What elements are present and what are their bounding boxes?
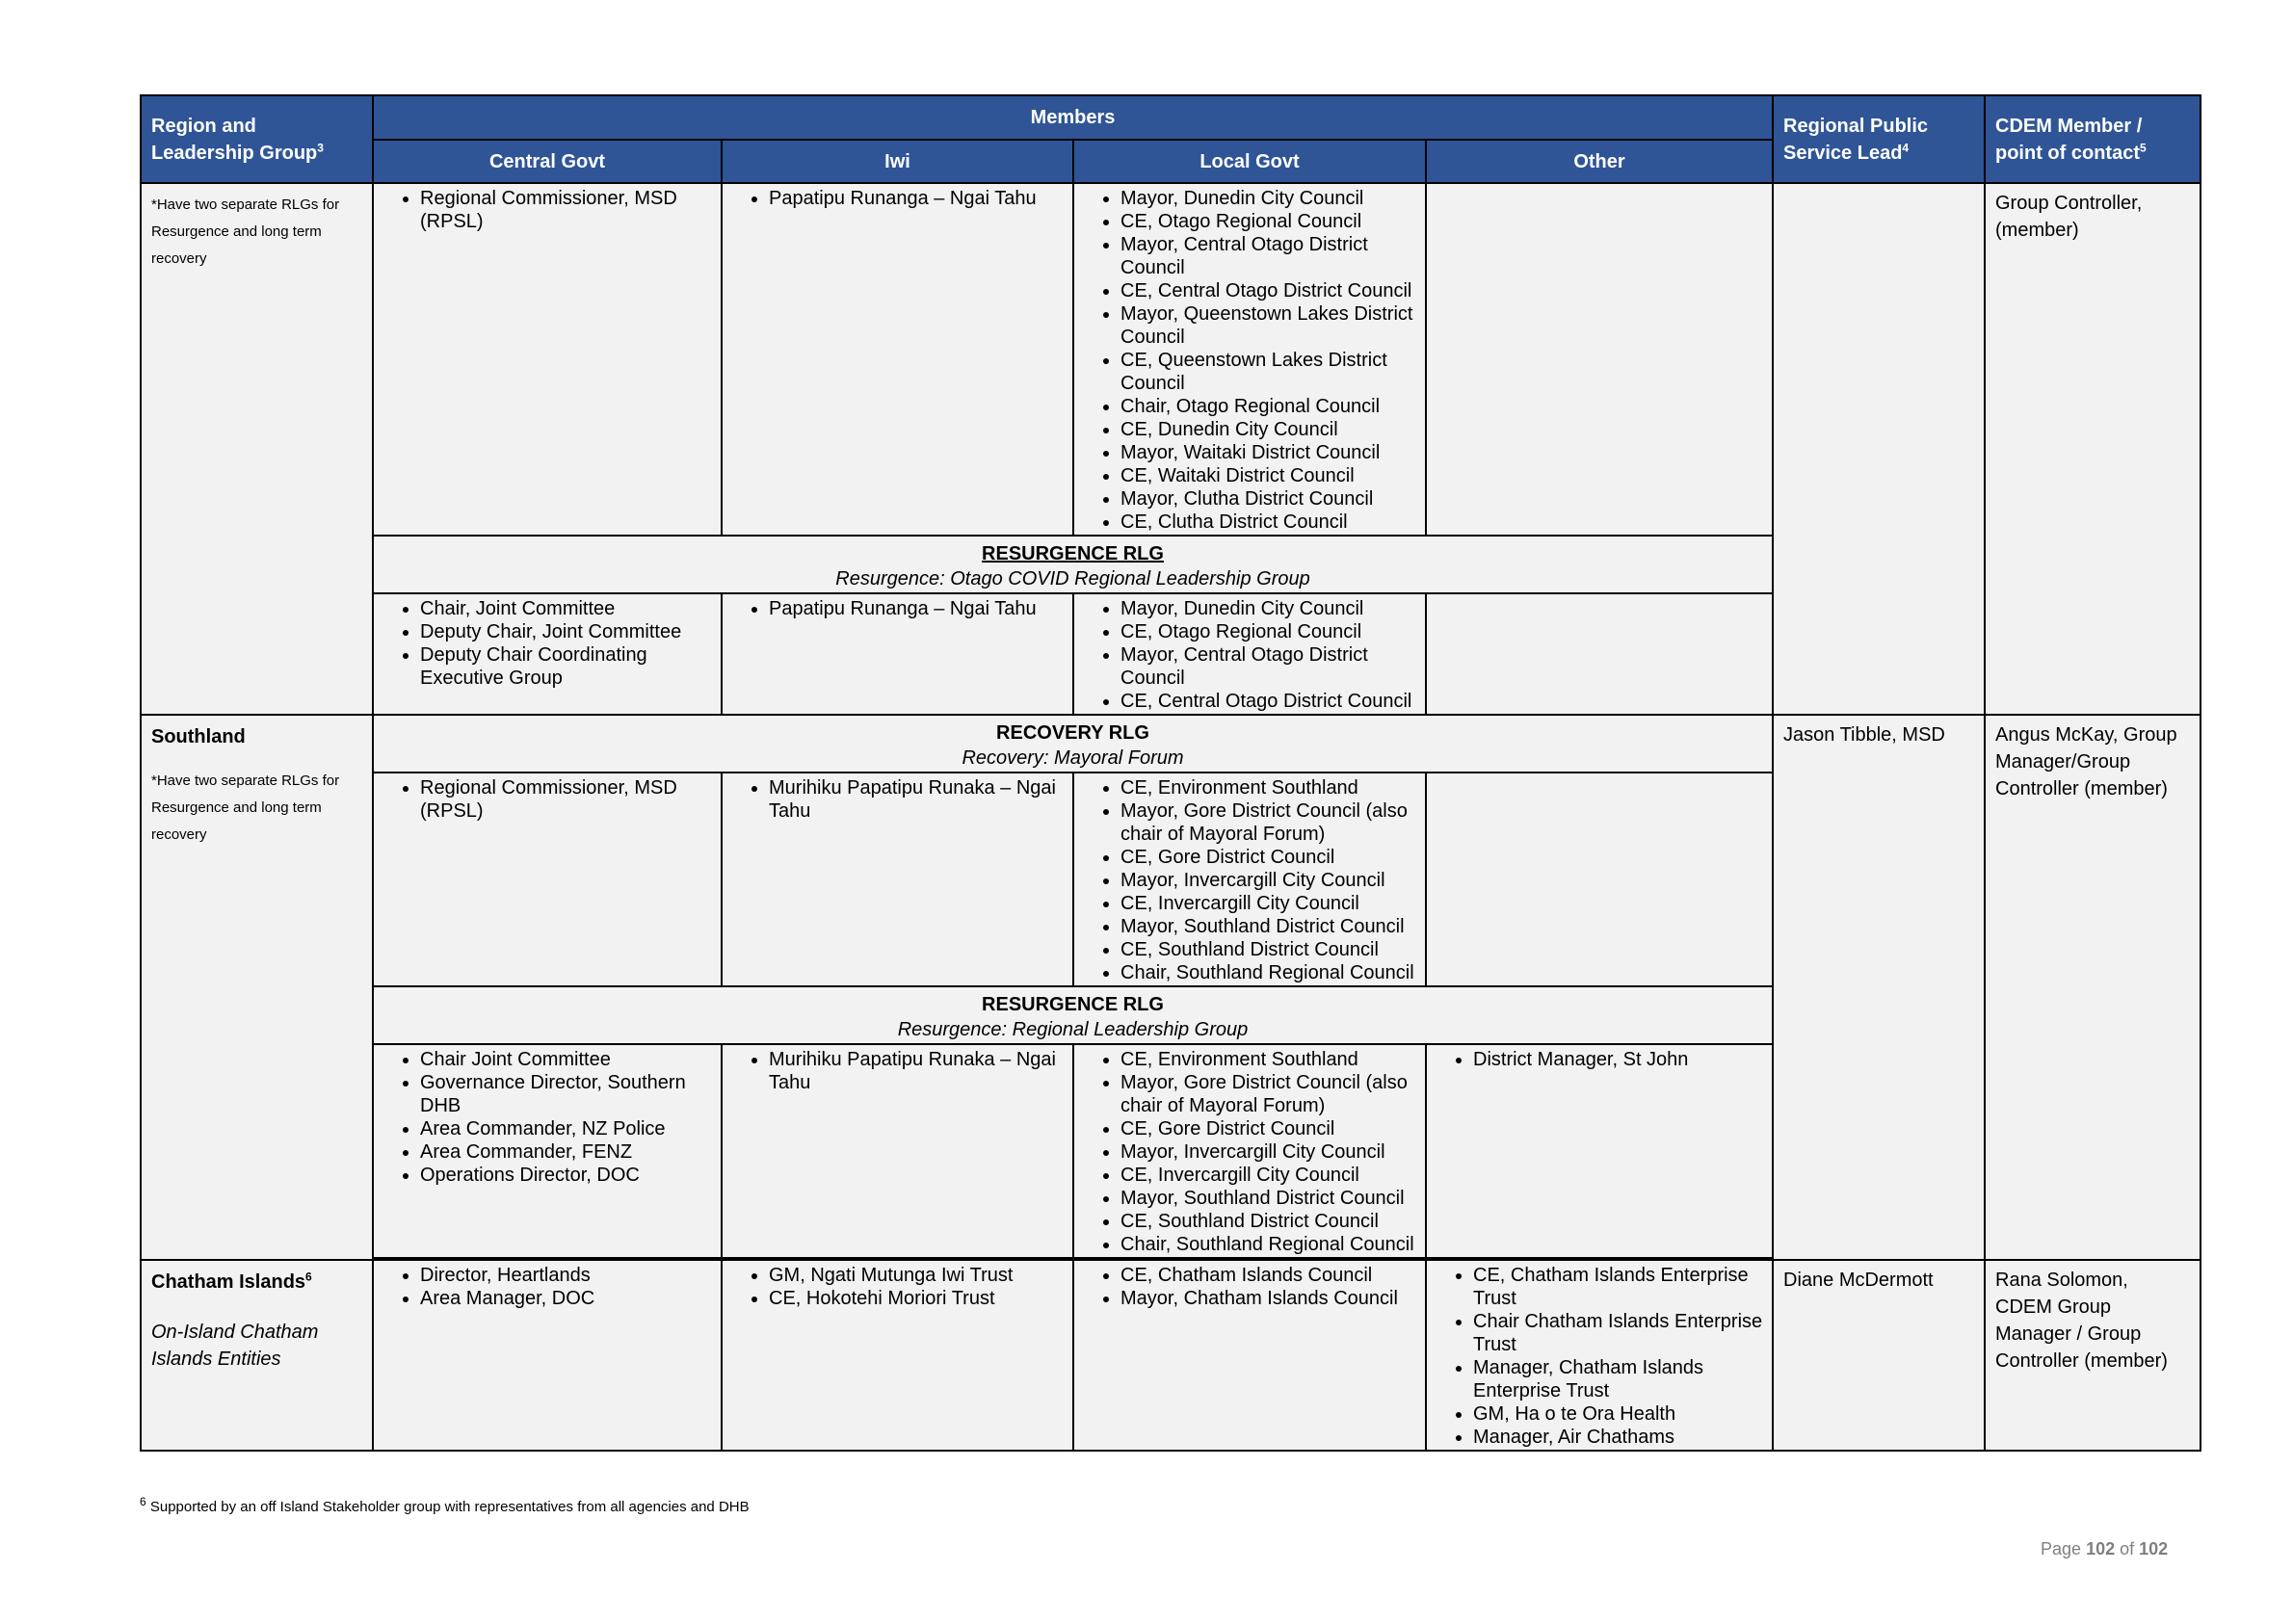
list-item: • Area Commander, NZ Police — [420, 1117, 720, 1140]
list-item: • CE, Chatham Islands Enterprise Trust — [1473, 1264, 1771, 1310]
chatham-name: Chatham Islands$^6$ — [151, 1270, 312, 1293]
otago-recovery-row — [141, 183, 2201, 536]
southland-note: *Have two separate RLGs for Resurgence and long term recovery — [151, 773, 340, 843]
list-item: • CE, Clutha District Council — [1120, 511, 1424, 534]
list-item: • Governance Director, Southern DHB — [420, 1071, 720, 1117]
otago-rps-lead — [1773, 183, 1985, 715]
otago-resurgence-iwi — [722, 593, 1073, 715]
list-item: • Mayor, Gore District Council (also chair of Mayoral Forum) — [1120, 799, 1424, 846]
bullet-list — [375, 1262, 720, 1310]
bullet-list — [375, 185, 720, 233]
list-item: • Murihiku Papatipu Runaka – Ngai Tahu — [769, 776, 1071, 823]
bullet-list — [1428, 1046, 1771, 1071]
chatham-row — [141, 1260, 2201, 1451]
list-item: • Operations Director, DOC — [420, 1164, 720, 1187]
otago-resurgence-heading — [373, 536, 1773, 593]
list-item: • CE, Central Otago District Council — [1120, 279, 1424, 302]
chatham-local — [1073, 1260, 1426, 1451]
footnote: $^6$ Supported by an off Island Stakeholder group with representatives from all agencies and DHB — [140, 1495, 750, 1515]
southland-resurgence-heading — [373, 986, 1773, 1044]
otago-recovery-iwi — [722, 183, 1073, 536]
list-item: • Mayor, Invercargill City Council — [1120, 1140, 1424, 1164]
list-item: • Mayor, Southland District Council — [1120, 1187, 1424, 1210]
list-item: • CE, Environment Southland — [1120, 1048, 1424, 1071]
otago-recovery-other — [1426, 183, 1773, 536]
chatham-other — [1426, 1260, 1773, 1451]
header-central-govt: Central Govt — [373, 140, 722, 183]
header-local-govt: Local Govt — [1073, 140, 1426, 183]
list-item: • CE, Environment Southland — [1120, 776, 1424, 799]
otago-resurgence-title: RESURGENCE RLG — [982, 543, 1164, 564]
southland-resurgence-subtitle: Resurgence: Regional Leadership Group — [897, 1019, 1249, 1040]
southland-resurgence-other — [1426, 1044, 1773, 1258]
list-item: • Mayor, Waitaki District Council — [1120, 441, 1424, 464]
list-item: • Deputy Chair, Joint Committee — [420, 620, 720, 643]
southland-recovery-other — [1426, 773, 1773, 986]
list-item: • Mayor, Central Otago District Council — [1120, 233, 1424, 279]
list-item: • Regional Commissioner, MSD (RPSL) — [420, 776, 720, 823]
bullet-list — [375, 774, 720, 823]
bullet-list — [375, 1046, 720, 1187]
header-members: Members — [373, 95, 1773, 140]
list-item: • Chair, Southland Regional Council — [1120, 1233, 1424, 1256]
list-item: • Director, Heartlands — [420, 1264, 720, 1287]
southland-recovery-heading — [373, 715, 1773, 773]
list-item: • CE, Hokotehi Moriori Trust — [769, 1287, 1071, 1310]
list-item: • Deputy Chair Coordinating Executive Group — [420, 643, 720, 690]
list-item: • CE, Southland District Council — [1120, 938, 1424, 961]
southland-cdem: Angus McKay, Group Manager/Group Controller (member) — [1985, 715, 2201, 1260]
list-item: • Area Commander, FENZ — [420, 1140, 720, 1164]
header-cdem: CDEM Member / point of contact$^5$ — [1985, 95, 2201, 183]
list-item: • Chair, Otago Regional Council — [1120, 395, 1424, 418]
southland-resurgence-local — [1073, 1044, 1426, 1258]
otago-resurgence-other — [1426, 593, 1773, 715]
bullet-list — [724, 1262, 1071, 1310]
bullet-list — [1075, 1262, 1424, 1310]
bullet-list — [724, 1046, 1071, 1094]
list-item: • Mayor, Chatham Islands Council — [1120, 1287, 1424, 1310]
page-number: Page 102 of 102 — [2041, 1539, 2169, 1559]
bullet-list — [1075, 774, 1424, 984]
southland-recovery-local — [1073, 773, 1426, 986]
chatham-central — [373, 1260, 722, 1451]
list-item: • GM, Ha o te Ora Health — [1473, 1402, 1771, 1426]
chatham-iwi — [722, 1260, 1073, 1451]
list-item: • CE, Gore District Council — [1120, 1117, 1424, 1140]
list-item: • Mayor, Clutha District Council — [1120, 487, 1424, 511]
list-item: • Chair, Southland Regional Council — [1120, 961, 1424, 984]
list-item: • CE, Otago Regional Council — [1120, 620, 1424, 643]
leadership-table — [140, 94, 2201, 1452]
southland-recovery-subtitle: Recovery: Mayoral Forum — [962, 747, 1184, 769]
otago-resurgence-local — [1073, 593, 1426, 715]
list-item: • CE, Queenstown Lakes District Council — [1120, 349, 1424, 395]
southland-recovery-title: RECOVERY RLG — [996, 722, 1149, 744]
otago-recovery-local — [1073, 183, 1426, 536]
chatham-rps-lead: Diane McDermott — [1773, 1260, 1985, 1451]
southland-rps-lead: Jason Tibble, MSD — [1773, 715, 1985, 1260]
header-region: Region and Leadership Group$^3$ — [141, 95, 373, 183]
list-item: • CE, Gore District Council — [1120, 846, 1424, 869]
list-item: • CE, Otago Regional Council — [1120, 210, 1424, 233]
otago-recovery-central — [373, 183, 722, 536]
list-item: • Murihiku Papatipu Runaka – Ngai Tahu — [769, 1048, 1071, 1094]
list-item: • Regional Commissioner, MSD (RPSL) — [420, 187, 720, 233]
chatham-cdem: Rana Solomon, CDEM Group Manager / Group Controller (member) — [1985, 1260, 2201, 1451]
southland-resurgence-central — [373, 1044, 722, 1258]
southland-resurgence-title: RESURGENCE RLG — [982, 994, 1164, 1015]
southland-region-cell — [141, 715, 373, 1260]
list-item: • CE, Invercargill City Council — [1120, 892, 1424, 915]
bullet-list — [1075, 595, 1424, 713]
list-item: • GM, Ngati Mutunga Iwi Trust — [769, 1264, 1071, 1287]
bullet-list — [724, 185, 1071, 210]
header-iwi: Iwi — [722, 140, 1073, 183]
southland-name: Southland — [151, 726, 246, 747]
bullet-list — [375, 595, 720, 690]
list-item: • CE, Waitaki District Council — [1120, 464, 1424, 487]
bullet-list — [1428, 1262, 1771, 1449]
list-item: • Mayor, Southland District Council — [1120, 915, 1424, 938]
bullet-list — [724, 774, 1071, 823]
otago-resurgence-subtitle: Resurgence: Otago COVID Regional Leadership Group — [835, 568, 1310, 589]
list-item: • CE, Chatham Islands Council — [1120, 1264, 1424, 1287]
list-item: • Mayor, Dunedin City Council — [1120, 187, 1424, 210]
southland-recovery-central — [373, 773, 722, 986]
otago-resurgence-central — [373, 593, 722, 715]
list-item: • CE, Southland District Council — [1120, 1210, 1424, 1233]
list-item: • Mayor, Queenstown Lakes District Council — [1120, 302, 1424, 349]
list-item: • Mayor, Invercargill City Council — [1120, 869, 1424, 892]
header-rps-lead: Regional Public Service Lead$^4$ — [1773, 95, 1985, 183]
bullet-list — [1075, 185, 1424, 534]
list-item: • Papatipu Runanga – Ngai Tahu — [769, 187, 1071, 210]
otago-region-cell — [141, 183, 373, 715]
list-item: • Manager, Chatham Islands Enterprise Trust — [1473, 1356, 1771, 1402]
otago-cdem: Group Controller, (member) — [1985, 183, 2201, 715]
list-item: • CE, Central Otago District Council — [1120, 690, 1424, 713]
chatham-region-cell — [141, 1260, 373, 1451]
list-item: • Chair Joint Committee — [420, 1048, 720, 1071]
list-item: • CE, Invercargill City Council — [1120, 1164, 1424, 1187]
list-item: • CE, Dunedin City Council — [1120, 418, 1424, 441]
southland-recovery-title-row — [141, 715, 2201, 773]
chatham-sub: On-Island Chatham Islands Entities — [151, 1322, 319, 1370]
southland-resurgence-iwi — [722, 1044, 1073, 1258]
list-item: • Mayor, Gore District Council (also chair of Mayoral Forum) — [1120, 1071, 1424, 1117]
list-item: • Mayor, Central Otago District Council — [1120, 643, 1424, 690]
header-other: Other — [1426, 140, 1773, 183]
list-item: • Chair, Joint Committee — [420, 597, 720, 620]
list-item: • Manager, Air Chathams — [1473, 1426, 1771, 1449]
bullet-list — [1075, 1046, 1424, 1256]
southland-recovery-iwi — [722, 773, 1073, 986]
list-item: • Area Manager, DOC — [420, 1287, 720, 1310]
list-item: • Chair Chatham Islands Enterprise Trust — [1473, 1310, 1771, 1356]
otago-note: *Have two separate RLGs for Resurgence and long term recovery — [151, 196, 340, 267]
list-item: • Mayor, Dunedin City Council — [1120, 597, 1424, 620]
list-item: • District Manager, St John — [1473, 1048, 1771, 1071]
bullet-list — [724, 595, 1071, 620]
list-item: • Papatipu Runanga – Ngai Tahu — [769, 597, 1071, 620]
